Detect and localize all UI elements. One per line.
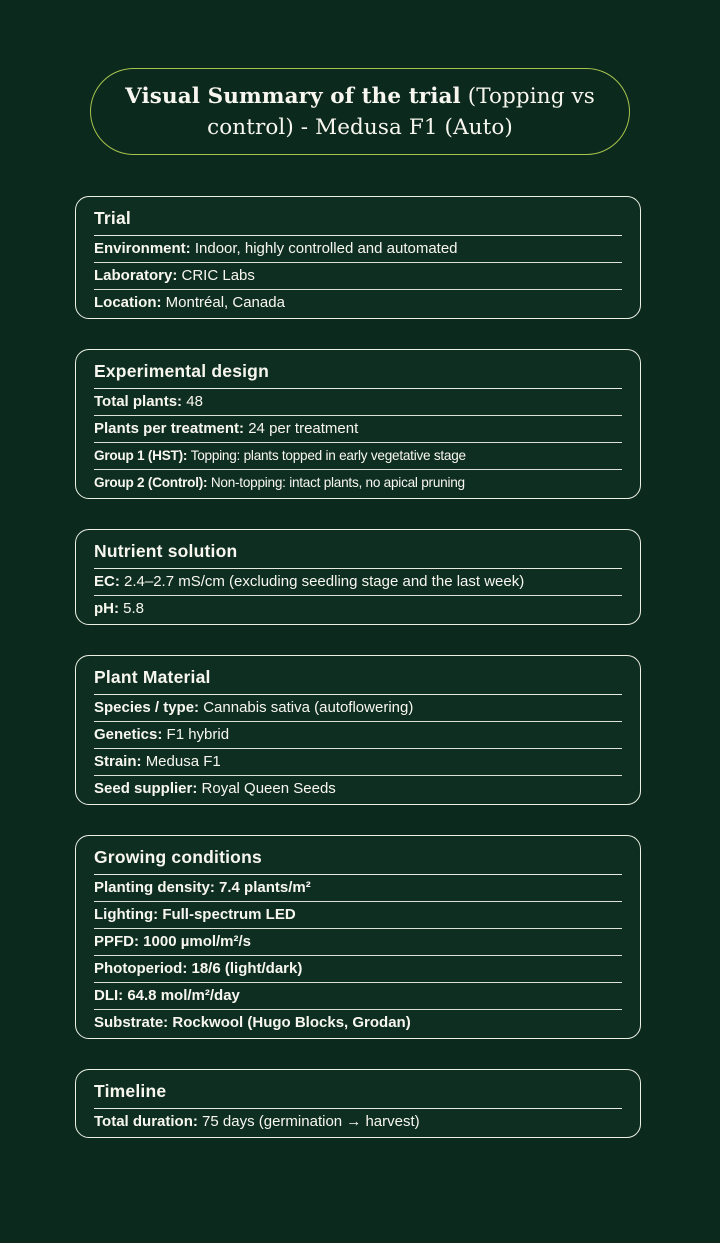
page-title-rest: (Topping vs <box>460 83 595 109</box>
field-label: Photoperiod: <box>94 960 192 977</box>
field-value: 48 <box>186 393 203 410</box>
field-label: Laboratory: <box>94 267 182 284</box>
field-value: Royal Queen Seeds <box>201 780 336 797</box>
field-row <box>94 236 622 263</box>
field-label: Substrate: <box>94 1014 173 1031</box>
field-row <box>94 776 622 802</box>
field-row <box>94 263 622 290</box>
card-growing-conditions <box>75 835 641 1039</box>
field-value: Non-topping: intact plants, no apical pruning <box>210 475 465 490</box>
field-row <box>94 443 622 470</box>
field-value: 2.4–2.7 mS/cm (excluding seedling stage and the last week) <box>124 573 525 590</box>
card-title: Trial <box>94 205 622 236</box>
field-label: Location: <box>94 294 166 311</box>
cards <box>75 196 641 1138</box>
field-value: 75 days (germination → harvest) <box>202 1113 420 1130</box>
field-value: Cannabis sativa (autoflowering) <box>203 699 414 716</box>
card-title: Timeline <box>94 1078 622 1109</box>
card-nutrient-solution <box>75 529 641 625</box>
field-row <box>94 875 622 902</box>
field-value: 24 per treatment <box>248 420 359 437</box>
card-title: Plant Material <box>94 664 622 695</box>
field-row <box>94 1010 622 1036</box>
card-title: Growing conditions <box>94 844 622 875</box>
header-pill <box>90 68 630 155</box>
field-label: PPFD: <box>94 933 144 950</box>
field-value: CRIC Labs <box>181 267 255 284</box>
field-label: Seed supplier: <box>94 780 202 797</box>
card-timeline <box>75 1069 641 1138</box>
page-title-bold: Visual Summary of the trial <box>125 83 461 109</box>
field-value: Rockwool (Hugo Blocks, Grodan) <box>172 1014 411 1031</box>
card-rows <box>94 1109 622 1135</box>
field-label: Total duration: <box>94 1113 203 1130</box>
field-row <box>94 956 622 983</box>
field-value: 64.8 mol/m²/day <box>127 987 240 1004</box>
field-value: Full-spectrum LED <box>162 906 296 923</box>
field-row <box>94 596 622 622</box>
page-title-line2: control) - Medusa F1 (Auto) <box>207 114 513 140</box>
field-value: 7.4 plants/m² <box>219 879 311 896</box>
field-row <box>94 983 622 1010</box>
field-label: EC: <box>94 573 124 590</box>
page-title-line1 <box>125 81 595 112</box>
field-label: Species / type: <box>94 699 204 716</box>
field-row <box>94 695 622 722</box>
field-row <box>94 1109 622 1135</box>
field-row <box>94 416 622 443</box>
field-value: Montréal, Canada <box>165 294 285 311</box>
card-rows <box>94 236 622 316</box>
field-label: Total plants: <box>94 393 187 410</box>
card-plant-material <box>75 655 641 805</box>
field-label: Environment: <box>94 240 195 257</box>
field-label: DLI: <box>94 987 128 1004</box>
field-label: Lighting: <box>94 906 163 923</box>
field-value: F1 hybrid <box>166 726 230 743</box>
field-value: 5.8 <box>123 600 145 617</box>
card-rows <box>94 389 622 496</box>
field-label: Planting density: <box>94 879 220 896</box>
field-label: pH: <box>94 600 124 617</box>
field-row <box>94 902 622 929</box>
card-trial <box>75 196 641 319</box>
field-value: 18/6 (light/dark) <box>191 960 303 977</box>
field-row <box>94 929 622 956</box>
field-value: Indoor, highly controlled and automated <box>194 240 458 257</box>
field-value: Topping: plants topped in early vegetative stage <box>190 448 466 463</box>
field-value: Medusa F1 <box>145 753 221 770</box>
card-rows <box>94 569 622 622</box>
field-row <box>94 749 622 776</box>
card-title: Experimental design <box>94 358 622 389</box>
field-value: 1000 µmol/m²/s <box>143 933 252 950</box>
card-rows <box>94 695 622 802</box>
field-row <box>94 470 622 496</box>
field-label: Group 2 (Control): <box>94 475 211 490</box>
field-label: Strain: <box>94 753 146 770</box>
field-label: Plants per treatment: <box>94 420 249 437</box>
field-label: Group 1 (HST): <box>94 448 191 463</box>
field-row <box>94 569 622 596</box>
field-row <box>94 290 622 316</box>
card-experimental-design <box>75 349 641 499</box>
card-title: Nutrient solution <box>94 538 622 569</box>
field-label: Genetics: <box>94 726 167 743</box>
card-rows <box>94 875 622 1036</box>
field-row <box>94 722 622 749</box>
field-row <box>94 389 622 416</box>
